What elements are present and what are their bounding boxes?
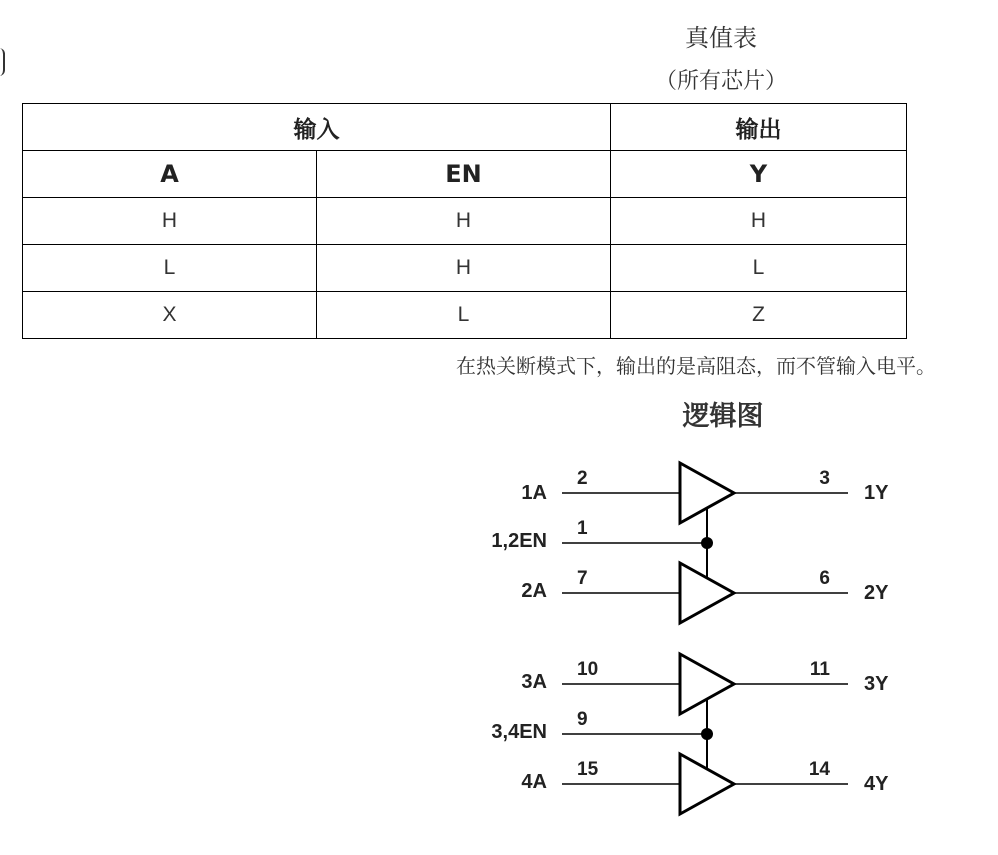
cell-a: X bbox=[23, 292, 317, 339]
cell-a: H bbox=[23, 198, 317, 245]
cell-y: Z bbox=[611, 292, 907, 339]
table-row bbox=[23, 245, 907, 292]
cell-y: H bbox=[611, 198, 907, 245]
logic-diagram bbox=[470, 450, 930, 830]
pin-14: 14 bbox=[808, 759, 830, 780]
pin-15: 15 bbox=[577, 759, 599, 780]
label-2y: 2Y bbox=[864, 582, 889, 604]
cell-a: L bbox=[23, 245, 317, 292]
truth-table bbox=[22, 103, 907, 339]
cell-y: L bbox=[611, 245, 907, 292]
label-4a: 4A bbox=[521, 771, 547, 793]
table-row bbox=[23, 292, 907, 339]
pin-6: 6 bbox=[819, 568, 830, 589]
edge-bracket bbox=[0, 48, 5, 76]
thermal-shutdown-note: 在热关断模式下，输出的是高阻态，而不管输入电平。 bbox=[456, 354, 936, 378]
junction-dot-34en bbox=[701, 728, 713, 740]
label-1a: 1A bbox=[521, 482, 547, 504]
input-group-header: 输入 bbox=[23, 104, 611, 151]
column-header-en: EN bbox=[317, 151, 611, 198]
label-34en: 3,4EN bbox=[491, 721, 547, 743]
pin-11: 11 bbox=[809, 659, 830, 680]
label-3a: 3A bbox=[521, 671, 547, 693]
header-column-row bbox=[23, 151, 907, 198]
pin-10: 10 bbox=[577, 659, 599, 680]
truth-table-subtitle: （所有芯片） bbox=[654, 69, 787, 94]
pin-1: 1 bbox=[577, 518, 588, 539]
cell-en: L bbox=[317, 292, 611, 339]
output-group-header: 输出 bbox=[611, 104, 907, 151]
column-header-a: A bbox=[23, 151, 317, 198]
label-1y: 1Y bbox=[864, 482, 889, 504]
column-header-y: Y bbox=[611, 151, 907, 198]
label-3y: 3Y bbox=[864, 673, 889, 695]
junction-dot-12en bbox=[701, 537, 713, 549]
table-row bbox=[23, 198, 907, 245]
logic-diagram-title: 逻辑图 bbox=[682, 401, 764, 432]
label-2a: 2A bbox=[521, 580, 547, 602]
pin-7: 7 bbox=[577, 568, 588, 589]
label-4y: 4Y bbox=[864, 773, 889, 795]
pin-2: 2 bbox=[577, 468, 588, 489]
header-group-row bbox=[23, 104, 907, 151]
cell-en: H bbox=[317, 198, 611, 245]
pin-9: 9 bbox=[577, 709, 588, 730]
pin-3: 3 bbox=[819, 468, 830, 489]
cell-en: H bbox=[317, 245, 611, 292]
label-12en: 1,2EN bbox=[491, 530, 547, 552]
truth-table-title: 真值表 bbox=[685, 24, 757, 52]
